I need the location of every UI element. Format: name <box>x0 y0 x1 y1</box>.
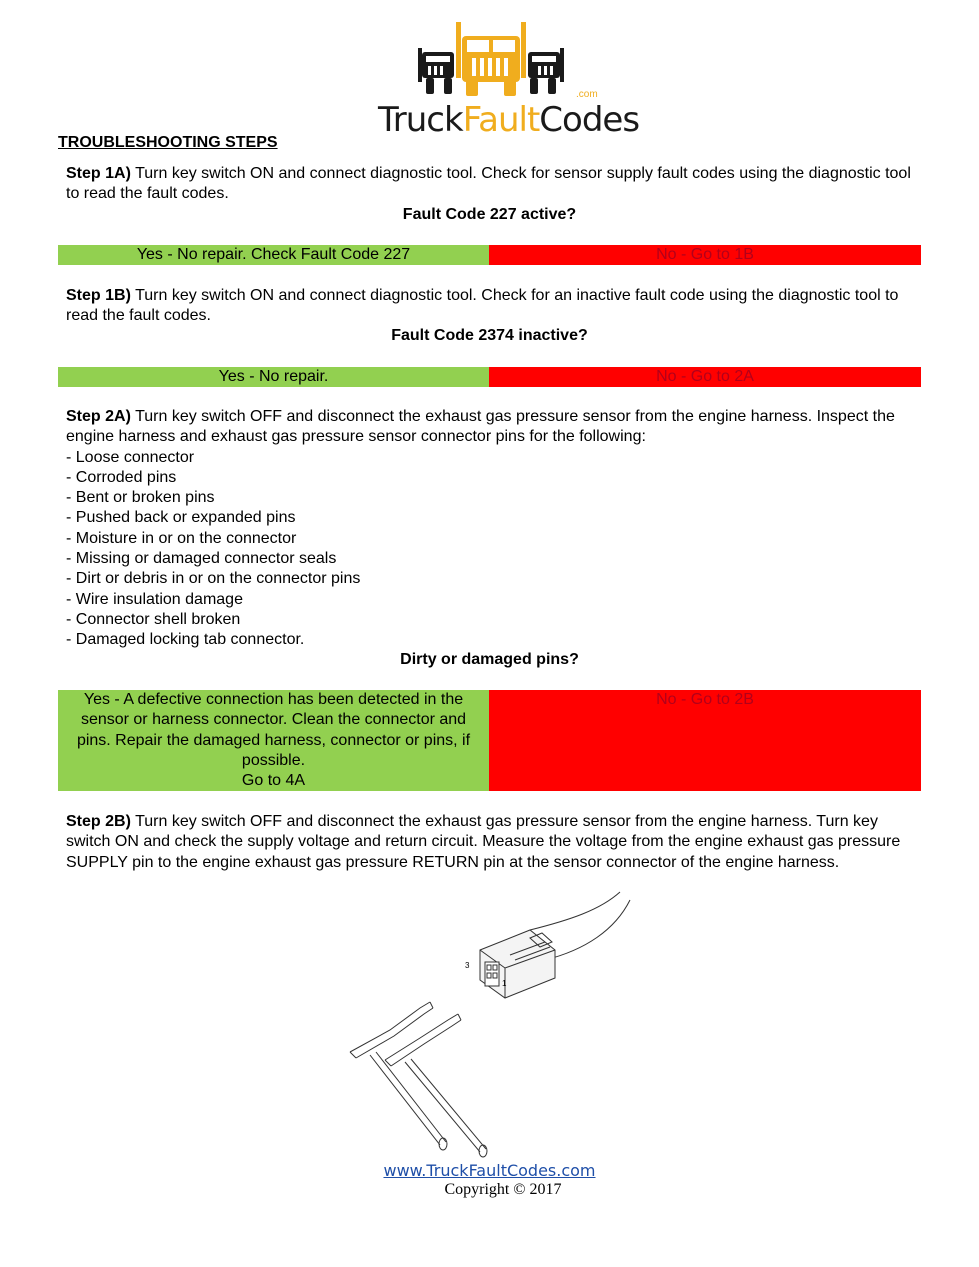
step-2a-yes <box>58 690 489 791</box>
site-logo <box>378 18 640 140</box>
connector-diagram-icon <box>330 890 640 1160</box>
step-1a-answers <box>58 245 921 265</box>
step-2b-label: Step 2B) <box>66 813 131 830</box>
step-2b-text <box>66 812 926 873</box>
inspection-item: - Missing or damaged connector seals <box>66 550 337 568</box>
logo-word-fault: Fault <box>462 100 540 140</box>
inspection-item: - Dirt or debris in or on the connector pins <box>66 570 361 588</box>
step-1b-label: Step 1B) <box>66 287 131 304</box>
inspection-item: - Corroded pins <box>66 468 177 486</box>
step-1a-no: No - Go to 1B <box>489 245 921 265</box>
inspection-item: - Moisture in or on the connector <box>66 529 297 547</box>
step-1a-label: Step 1A) <box>66 165 131 182</box>
step-2a-body: Turn key switch OFF and disconnect the exhaust gas pressure sensor from the engine harness. Inspect the engine harness and exhaust gas pressure sensor connector pins for the following: <box>66 408 895 446</box>
step-1a-text <box>66 164 926 205</box>
logo-word-truck: Truck <box>378 100 463 140</box>
step-1b-answers <box>58 367 921 387</box>
connector-probe-illustration <box>330 890 640 1160</box>
step-2a-no: No - Go to 2B <box>489 690 921 791</box>
pin-label-1: 1 <box>502 979 507 988</box>
step-1b-yes: Yes - No repair. <box>58 367 489 387</box>
footer-website-link[interactable]: www.TruckFaultCodes.com <box>383 1161 596 1180</box>
pin-label-3: 3 <box>465 961 470 970</box>
section-title: TROUBLESHOOTING STEPS <box>58 134 278 151</box>
step-2a-yes-goto: Go to 4A <box>241 772 306 790</box>
step-1a-yes: Yes - No repair. Check Fault Code 227 <box>58 245 489 265</box>
inspection-item: - Connector shell broken <box>66 610 241 628</box>
inspection-item: - Damaged locking tab connector. <box>66 631 305 649</box>
step-1b-text <box>66 286 926 327</box>
inspection-item: - Pushed back or expanded pins <box>66 509 296 527</box>
inspection-item: - Loose connector <box>66 448 195 466</box>
step-2a-answers <box>58 690 921 791</box>
step-1b-no: No - Go to 2A <box>489 367 921 387</box>
step-2a-yes-text: Yes - A defective connection has been detected in the sensor or harness connector. Clean the connector and pins. Repair the damaged harness, connector or pins, if possible. <box>76 691 471 769</box>
step-1a-question: Fault Code 227 active? <box>402 206 577 223</box>
step-1b-body: Turn key switch ON and connect diagnostic tool. Check for an inactive fault code using the diagnostic tool to read the fault codes. <box>66 287 899 325</box>
truck-logo-icon <box>416 18 566 98</box>
footer-copyright: Copyright © 2017 <box>444 1181 562 1198</box>
logo-com: .com <box>576 89 598 100</box>
step-2a-text <box>66 407 926 651</box>
step-1a-body: Turn key switch ON and connect diagnostic tool. Check for sensor supply fault codes using the diagnostic tool to read the fault codes. <box>66 165 911 203</box>
logo-word-codes: Codes <box>539 100 640 140</box>
step-2a-question: Dirty or damaged pins? <box>400 651 579 668</box>
step-2b-body: Turn key switch OFF and disconnect the exhaust gas pressure sensor from the engine harness. Turn key switch ON and check the supply voltage and return circuit. Measure the voltage from the engine exhaust gas pressure SUPPLY pin to the engine exhaust gas pressure RETURN pin at the sensor connector of the engine harness. <box>66 813 901 871</box>
step-2a-label: Step 2A) <box>66 408 131 425</box>
step-1b-question: Fault Code 2374 inactive? <box>391 327 588 344</box>
logo-wordmark <box>378 100 639 140</box>
inspection-item: - Bent or broken pins <box>66 489 215 507</box>
inspection-item: - Wire insulation damage <box>66 590 243 608</box>
